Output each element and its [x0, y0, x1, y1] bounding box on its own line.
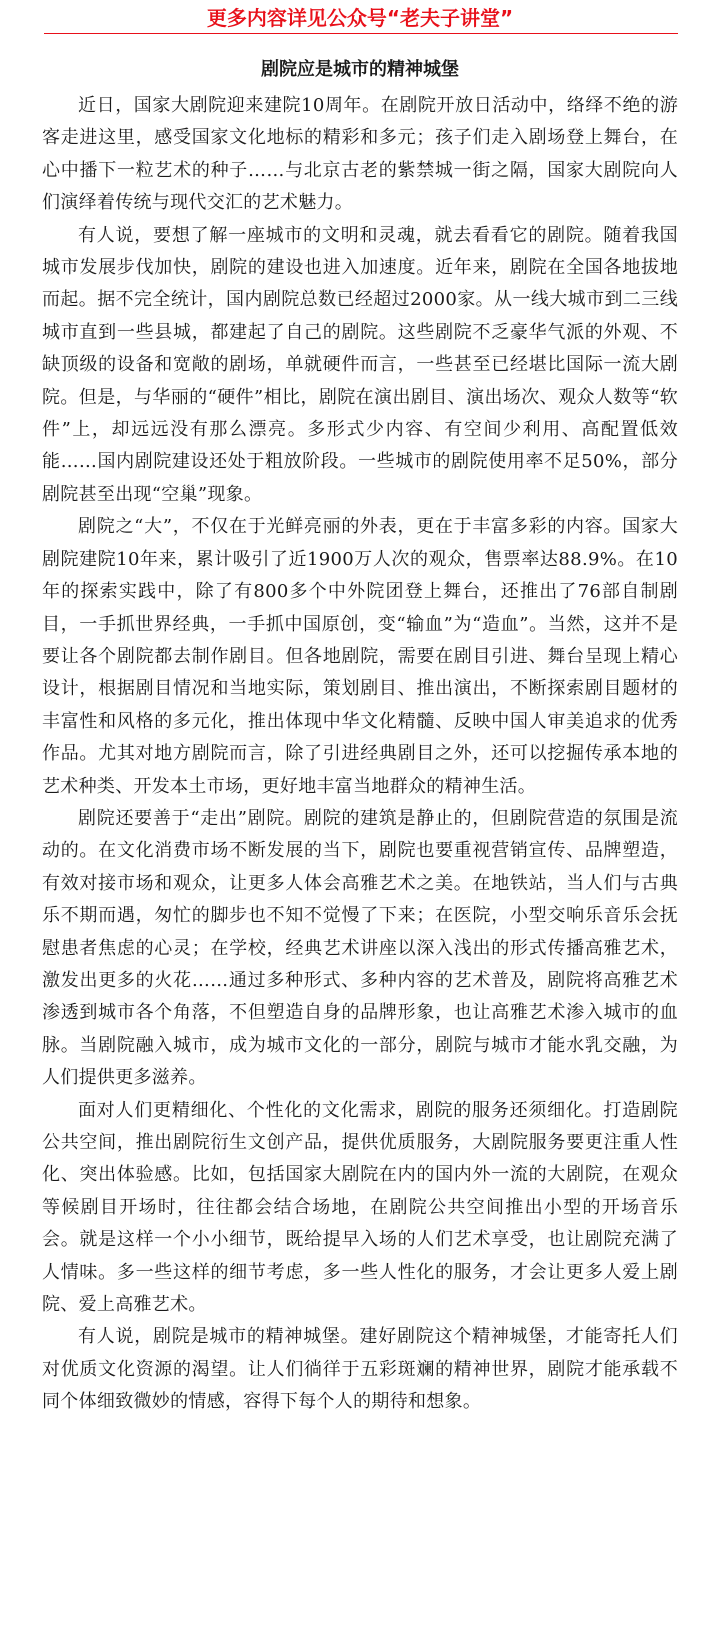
banner-divider [44, 33, 678, 34]
article-body [42, 44, 678, 1419]
article-paragraph: 剧院之“大”，不仅在于光鲜亮丽的外表，更在于丰富多彩的内容。国家大剧院建院10年来，累计吸引了近1900万人次的观众，售票率达88.9%。在10年的探索实践中，除了有800多个中外院团登上舞台，还推出了76部自制剧目，一手抓世界经典，一手抓中国原创，变“输血”为“造血”。当然，这并不是要让各个剧院都去制作剧目。但各地剧院，需要在剧目引进、舞台呈现上精心设计，根据剧目情况和当地实际，策划剧目、推出演出，不断探索剧目题材的丰富性和风格的多元化，推出体现中华文化精髓、反映中国人审美追求的优秀作品。尤其对地方剧院而言，除了引进经典剧目之外，还可以挖掘传承本地的艺术种类、开发本土市场，更好地丰富当地群众的精神生活。 [42, 516, 678, 797]
article-paragraph: 近日，国家大剧院迎来建院10周年。在剧院开放日活动中，络绎不绝的游客走进这里，感受国家文化地标的精彩和多元；孩子们走入剧场登上舞台，在心中播下一粒艺术的种子……与北京古老的紫禁城一街之隔，国家大剧院向人们演绎着传统与现代交汇的艺术魅力。 [42, 95, 678, 214]
article-paragraph: 剧院还要善于“走出”剧院。剧院的建筑是静止的，但剧院营造的氛围是流动的。在文化消费市场不断发展的当下，剧院也要重视营销宣传、品牌塑造，有效对接市场和观众，让更多人体会高雅艺术之美。在地铁站，当人们与古典乐不期而遇，匆忙的脚步也不知不觉慢了下来；在医院，小型交响乐音乐会抚慰患者焦虑的心灵；在学校，经典艺术讲座以深入浅出的形式传播高雅艺术，激发出更多的火花……通过多种形式、多种内容的艺术普及，剧院将高雅艺术渗透到城市各个角落，不但塑造自身的品牌形象，也让高雅艺术渗入城市的血脉。当剧院融入城市，成为城市文化的一部分，剧院与城市才能水乳交融，为人们提供更多滋养。 [42, 807, 678, 1089]
article-title: 剧院应是城市的精神城堡 [261, 59, 459, 80]
promo-banner: 更多内容详见公众号“老夫子讲堂” [206, 6, 514, 30]
article-paragraph: 有人说，剧院是城市的精神城堡。建好剧院这个精神城堡，才能寄托人们对优质文化资源的渴望。让人们徜徉于五彩斑斓的精神世界，剧院才能承载不同个体细致微妙的情感，容得下每个人的期待和想象。 [42, 1326, 678, 1413]
article-paragraph: 有人说，要想了解一座城市的文明和灵魂，就去看看它的剧院。随着我国城市发展步伐加快，剧院的建设也进入加速度。近年来，剧院在全国各地拔地而起。据不完全统计，国内剧院总数已经超过2000家。从一线大城市到二三线城市直到一些县城，都建起了自己的剧院。这些剧院不乏豪华气派的外观、不缺顶级的设备和宽敞的剧场，单就硬件而言，一些甚至已经堪比国际一流大剧院。但是，与华丽的“硬件”相比，剧院在演出剧目、演出场次、观众人数等“软件”上，却远远没有那么漂亮。多形式少内容、有空间少利用、高配置低效能……国内剧院建设还处于粗放阶段。一些城市的剧院使用率不足50%，部分剧院甚至出现“空巢”现象。 [42, 224, 678, 505]
article-paragraph: 面对人们更精细化、个性化的文化需求，剧院的服务还须细化。打造剧院公共空间，推出剧院衍生文创产品，提供优质服务，大剧院服务要更注重人性化、突出体验感。比如，包括国家大剧院在内的国内外一流的大剧院，在观众等候剧目开场时，往往都会结合场地，在剧院公共空间推出小型的开场音乐会。就是这样一个小小细节，既给提早入场的人们艺术享受，也让剧院充满了人情味。多一些这样的细节考虑，多一些人性化的服务，才会让更多人爱上剧院、爱上高雅艺术。 [42, 1099, 678, 1316]
